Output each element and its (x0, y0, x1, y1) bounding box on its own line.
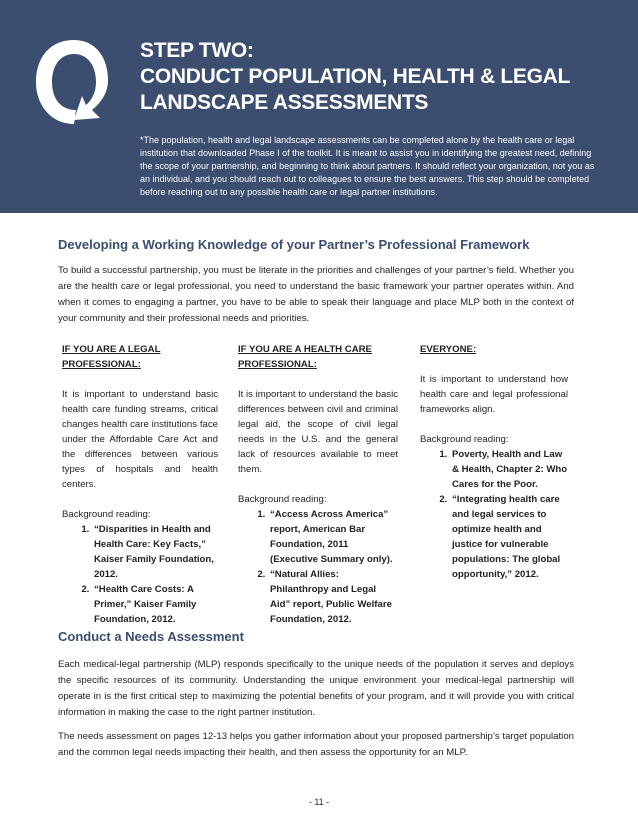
step-title-line: STEP TWO: (140, 39, 254, 62)
background-reading-label: Background reading: (420, 434, 509, 445)
step-title-line: CONDUCT POPULATION, HEALTH & LEGAL (140, 65, 571, 88)
column-everyone (420, 342, 568, 582)
column-heading: IF YOU ARE A HEALTH CARE PROFESSIONAL: (238, 344, 372, 370)
column-health-care-professional (238, 342, 398, 627)
reading-list (62, 522, 218, 627)
section-heading-partner-framework: Developing a Working Knowledge of your Partner’s Professional Framework (58, 237, 530, 252)
page-header-banner (0, 0, 638, 213)
background-reading-label: Background reading: (238, 494, 327, 505)
step-title-line: LANDSCAPE ASSESSMENTS (140, 91, 429, 114)
step-note: *The population, health and legal landscape assessments can be completed alone by the health care or legal institution that downloaded Phase I of the toolkit. It is meant to assist you in identifying the greatest need, defining the scope of your partnership, and beginning to think about partners. It should reflect your organization, not you as an individual, and you should reach out to colleagues to ensure the best answers. This step should be completed before reaching out to any possible health care or legal partner institutions. (140, 135, 595, 197)
intro-paragraph: To build a successful partnership, you must be literate in the priorities and challenges of your partner’s field. Whether you are the health care or legal professional, you need to understand the basic framework your partner operates within. And when it comes to engaging a partner, you have to be able to speak their language and place MLP both in the context of your community and their professional needs and priorities. (58, 265, 574, 324)
column-body: It is important to understand basic health care funding streams, critical changes health care institutions face under the Affordable Care Act and the differences between various types of hospitals and health centers. (62, 389, 218, 490)
organization-logo-icon (30, 34, 112, 130)
needs-paragraph-1: Each medical-legal partnership (MLP) responds specifically to the unique needs of the population it serves and deploys the specific resources of its community. Understanding the unique environment your medical-legal partnership will operate in is the first critical step to maximizing the potential benefits of your program, and it will provide you with critical information in making the case to the right partner institution. (58, 659, 574, 718)
reading-list (238, 507, 398, 627)
reading-item: 1. Poverty, Health and Law & Health, Chapter 2: Who Cares for the Poor. (450, 447, 568, 492)
reading-item: 1. “Access Across America” report, American Bar Foundation, 2011 (Executive Summary only). (268, 507, 398, 567)
reading-item: 2. “Integrating health care and legal services to optimize health and justice for vulnerable populations: The global opportunity,” 2012. (450, 492, 568, 582)
reading-list (420, 447, 568, 582)
page-number: - 11 - (308, 797, 330, 807)
reading-item: 2. “Natural Allies: Philanthropy and Legal Aid” report, Public Welfare Foundation, 2012. (268, 567, 398, 627)
column-heading: IF YOU ARE A LEGAL PROFESSIONAL: (62, 344, 161, 370)
column-body: It is important to understand the basic differences between civil and criminal legal aid, the scope of civil legal needs in the U.S. and the general lack of resources available to meet them. (238, 389, 398, 475)
needs-paragraph-2: The needs assessment on pages 12-13 helps you gather information about your proposed partnership’s target population and the common legal needs impacting their health, and then assess the opportunity for an MLP. (58, 731, 574, 758)
column-body: It is important to understand how health care and legal professional frameworks align. (420, 374, 568, 415)
reading-item: 2. “Health Care Costs: A Primer,” Kaiser Family Foundation, 2012. (92, 582, 218, 627)
reading-item: 1. “Disparities in Health and Health Care: Key Facts,” Kaiser Family Foundation, 2012. (92, 522, 218, 582)
column-heading: EVERYONE: (420, 344, 477, 355)
background-reading-label: Background reading: (62, 509, 151, 520)
section-heading-needs-assessment: Conduct a Needs Assessment (58, 629, 244, 644)
step-title (140, 38, 620, 116)
column-legal-professional (62, 342, 218, 627)
